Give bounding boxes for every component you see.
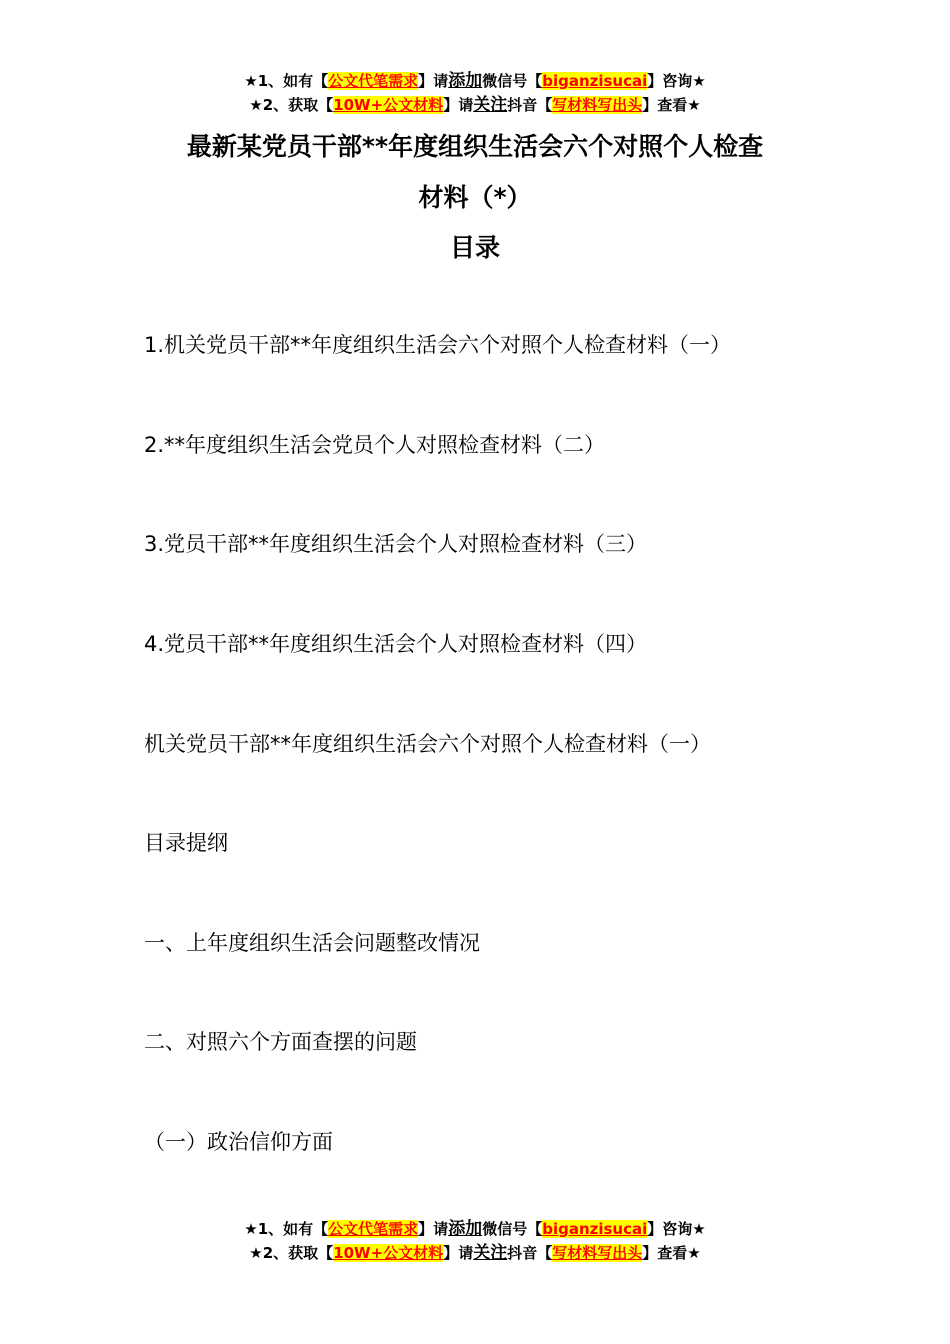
promo-text: 】请 <box>418 72 449 90</box>
promo-highlight-douyin: 写材料写出头 <box>552 96 643 114</box>
promo-text: ★2、获取【 <box>249 1244 334 1262</box>
promo-text: 】请 <box>418 1220 449 1238</box>
document-title-line-2: 材料（*） <box>418 183 532 212</box>
promo-text: ★2、获取【 <box>249 96 334 114</box>
outline-item-1: 一、上年度组织生活会问题整改情况 <box>144 931 480 955</box>
promo-text: 】查看★ <box>642 1244 701 1262</box>
toc-entry-1: 1.机关党员干部**年度组织生活会六个对照个人检查材料（一） <box>144 333 732 357</box>
promo-text: 】咨询★ <box>647 1220 706 1238</box>
promo-text: 微信号【 <box>482 1220 543 1238</box>
outline-subitem-1: （一）政治信仰方面 <box>144 1130 333 1154</box>
header-promo-banner <box>0 69 950 117</box>
footer-promo-banner <box>0 1217 950 1265</box>
toc-entry-2: 2.**年度组织生活会党员个人对照检查材料（二） <box>144 433 606 457</box>
toc-entry-3: 3.党员干部**年度组织生活会个人对照检查材料（三） <box>144 532 648 556</box>
promo-text: 】查看★ <box>642 96 701 114</box>
toc-heading: 目录 <box>449 233 500 262</box>
promo-highlight-wechat-id: biganzisucai <box>542 1220 648 1238</box>
promo-highlight-douyin: 写材料写出头 <box>552 1244 643 1262</box>
promo-text: ★1、如有【 <box>244 1220 329 1238</box>
promo-emphasis-add: 添加 <box>448 1219 483 1239</box>
promo-text: 微信号【 <box>482 72 543 90</box>
toc-entry-4: 4.党员干部**年度组织生活会个人对照检查材料（四） <box>144 632 648 656</box>
promo-highlight-materials: 10W+公文材料 <box>333 96 444 114</box>
promo-emphasis-follow: 关注 <box>473 95 508 115</box>
promo-text: 】咨询★ <box>647 72 706 90</box>
promo-text: 】请 <box>443 1244 474 1262</box>
promo-highlight-materials: 10W+公文材料 <box>333 1244 444 1262</box>
promo-highlight-wechat-id: biganzisucai <box>542 72 648 90</box>
outline-item-2: 二、对照六个方面查摆的问题 <box>144 1030 417 1054</box>
document-title-line-1: 最新某党员干部**年度组织生活会六个对照个人检查 <box>186 132 764 161</box>
promo-emphasis-add: 添加 <box>448 71 483 91</box>
outline-heading: 目录提纲 <box>144 831 228 855</box>
promo-text: 】请 <box>443 96 474 114</box>
promo-highlight-service: 公文代笔需求 <box>328 72 419 90</box>
promo-line-2 <box>0 93 950 117</box>
promo-text: 抖音【 <box>507 96 553 114</box>
section-title: 机关党员干部**年度组织生活会六个对照个人检查材料（一） <box>144 732 711 756</box>
promo-text: 抖音【 <box>507 1244 553 1262</box>
promo-line-2 <box>0 1241 950 1265</box>
promo-line-1 <box>0 1217 950 1241</box>
promo-emphasis-follow: 关注 <box>473 1243 508 1263</box>
promo-highlight-service: 公文代笔需求 <box>328 1220 419 1238</box>
promo-text: ★1、如有【 <box>244 72 329 90</box>
promo-line-1 <box>0 69 950 93</box>
